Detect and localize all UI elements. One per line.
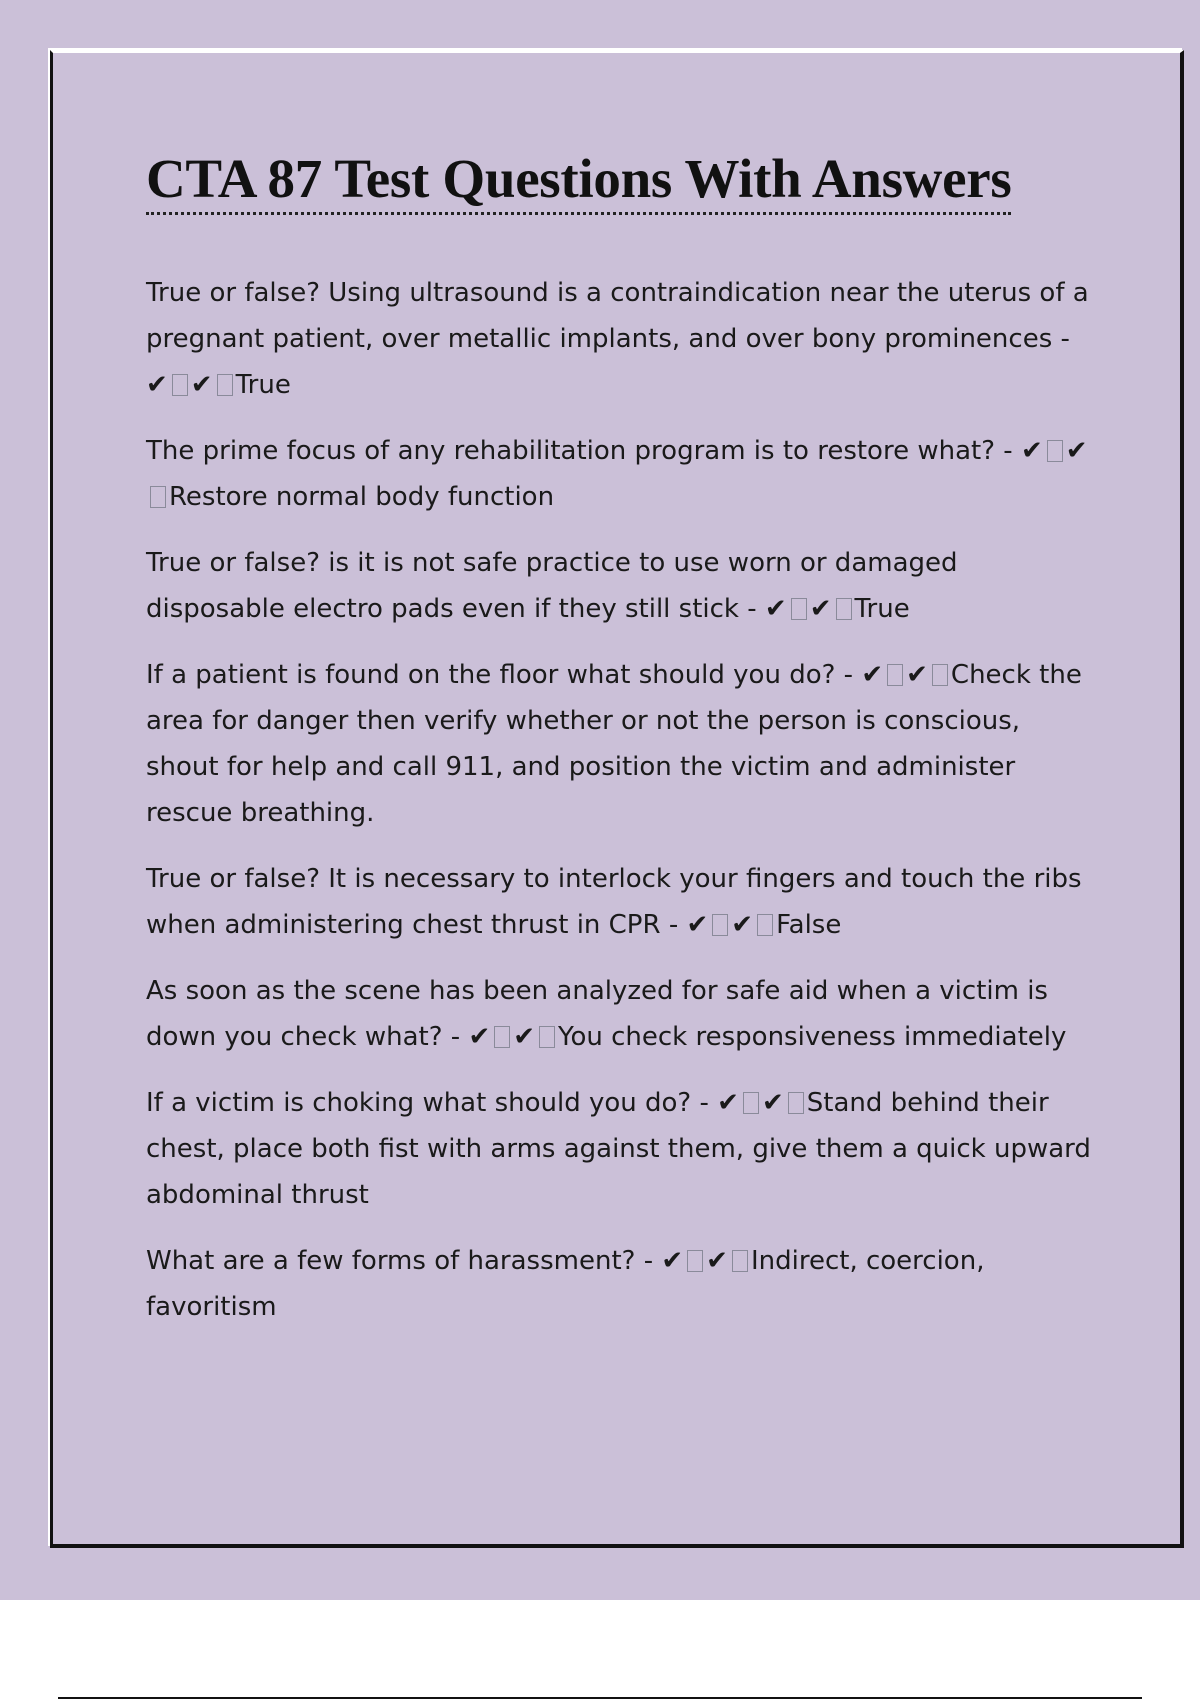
missing-glyph-box-icon	[150, 486, 166, 508]
answer-text: True	[854, 594, 910, 624]
missing-glyph-box-icon	[172, 374, 188, 396]
separator: -	[1052, 324, 1070, 354]
missing-glyph-box-icon	[788, 1092, 804, 1114]
checkmark-icon: ✔	[906, 660, 928, 690]
separator: -	[442, 1022, 469, 1052]
qa-item	[146, 428, 1096, 520]
checkmark-icon: ✔	[1065, 436, 1088, 466]
checkmark-icon: ✔	[513, 1022, 536, 1052]
answer-text: Indirect, coercion, favoritism	[146, 1246, 985, 1322]
qa-item	[146, 968, 1096, 1060]
missing-glyph-box-icon	[494, 1026, 510, 1048]
checkmark-icon: ✔	[809, 594, 832, 624]
missing-glyph-box-icon	[1047, 440, 1063, 462]
checkmark-icon: ✔	[190, 370, 213, 400]
answer-text: You check responsiveness immediately	[558, 1022, 1067, 1052]
checkmark-icon: ✔	[468, 1022, 491, 1052]
qa-item	[146, 1238, 1096, 1330]
missing-glyph-box-icon	[687, 1250, 703, 1272]
missing-glyph-box-icon	[887, 664, 903, 686]
missing-glyph-box-icon	[539, 1026, 555, 1048]
question-text: True or false? is it is not safe practice to use worn or damaged disposable electro pads even if they still stick	[146, 548, 958, 624]
checkmark-icon: ✔	[861, 660, 884, 690]
question-text: If a victim is choking what should you do?	[146, 1088, 692, 1118]
missing-glyph-box-icon	[743, 1092, 759, 1114]
checkmark-icon: ✔	[686, 910, 709, 940]
checkmark-icon: ✔	[661, 1246, 684, 1276]
missing-glyph-box-icon	[757, 914, 773, 936]
qa-item	[146, 270, 1096, 408]
qa-list	[146, 270, 1096, 1350]
separator: -	[738, 594, 765, 624]
missing-glyph-box-icon	[932, 664, 948, 686]
separator: -	[995, 436, 1021, 466]
checkmark-icon: ✔	[1020, 436, 1043, 466]
checkmark-icon: ✔	[761, 1088, 784, 1118]
missing-glyph-box-icon	[836, 598, 852, 620]
qa-item	[146, 652, 1096, 836]
missing-glyph-box-icon	[217, 374, 233, 396]
missing-glyph-box-icon	[791, 598, 807, 620]
question-text: True or false? Using ultrasound is a contraindication near the uterus of a pregnant patient, over metallic implants, and over bony prominences	[146, 278, 1089, 354]
question-text: True or false? It is necessary to interlock your fingers and touch the ribs when administering chest thrust in CPR	[146, 864, 1082, 940]
separator: -	[835, 660, 862, 690]
document-title: CTA 87 Test Questions With Answers	[146, 146, 1011, 215]
question-text: As soon as the scene has been analyzed for safe aid when a victim is down you check what?	[146, 976, 1048, 1052]
checkmark-icon: ✔	[706, 1246, 728, 1276]
separator: -	[691, 1088, 718, 1118]
qa-item	[146, 856, 1096, 948]
checkmark-icon: ✔	[764, 594, 787, 624]
question-text: What are a few forms of harassment?	[146, 1246, 636, 1276]
missing-glyph-box-icon	[732, 1250, 748, 1272]
checkmark-icon: ✔	[146, 370, 168, 400]
footer-divider	[58, 1697, 1142, 1699]
question-text: If a patient is found on the floor what should you do?	[146, 660, 836, 690]
qa-item	[146, 540, 1096, 632]
question-text: The prime focus of any rehabilitation program is to restore what?	[146, 436, 996, 466]
answer-text: True	[235, 370, 291, 400]
answer-text: Restore normal body function	[169, 482, 555, 512]
answer-text: Stand behind their chest, place both fist with arms against them, give them a quick upward abdominal thrust	[146, 1088, 1091, 1210]
qa-item	[146, 1080, 1096, 1218]
missing-glyph-box-icon	[712, 914, 728, 936]
separator: -	[660, 910, 687, 940]
checkmark-icon: ✔	[717, 1088, 739, 1118]
checkmark-icon: ✔	[731, 910, 754, 940]
answer-text: False	[776, 910, 842, 940]
separator: -	[635, 1246, 662, 1276]
answer-text: Check the area for danger then verify whether or not the person is conscious, shout for help and call 911, and position the victim and administer rescue breathing.	[146, 660, 1082, 828]
